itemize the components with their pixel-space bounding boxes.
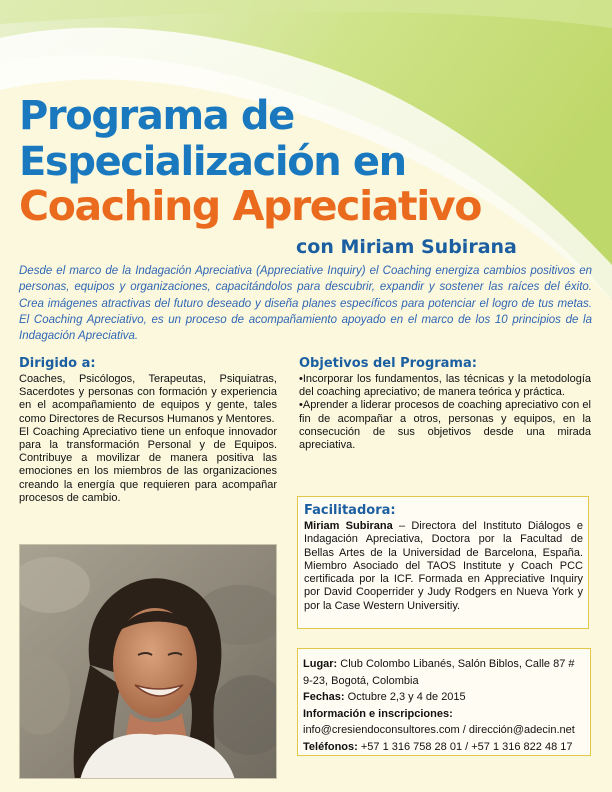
inscripciones-label: Información e inscripciones: (303, 707, 453, 720)
telefonos-label: Teléfonos: (303, 740, 358, 753)
lugar-label: Lugar: (303, 658, 338, 670)
lugar-value: Club Colombo Libanés, Salón Biblos, Calle 87 # (337, 658, 575, 670)
facilitadora-bio-paragraph (304, 520, 583, 613)
objetivo-item-2: •Aprender a liderar procesos de coaching apreciativo con el fin de acompañar a otros, personas y equipos, en la consecución de sus objetivos desde una mirada apreciativa. (299, 399, 591, 452)
dirigido-section (19, 356, 277, 505)
intro-paragraph: Desde el marco de la Indagación Apreciativa (Appreciative Inquiry) el Coaching energiza cambios positivos en personas, equipos y organizaciones, capacitándolos para descubrir, expandir y sostener las raíces del éxito. Crea imágenes atractivas del futuro deseado y diseña planes específicos para potenciar el logro de tus metas. El Coaching Apreciativo, es un proceso de acompañamiento apoyado en el marco de los 10 principios de la Indagación Apreciativa. (19, 265, 592, 343)
dirigido-paragraph-2: El Coaching Apreciativo tiene un enfoque innovador para la transformación Personal y de Equipos. Contribuye a movilizar de manera positiva las emociones en los miembros de las organizaciones creando la energía que requieren para acompañar procesos de cambio. (19, 425, 277, 504)
facilitator-photo (19, 544, 277, 779)
objetivo-item-1: •Incorporar los fundamentos, las técnicas y la metodología del coaching apreciativo; de manera teórica y práctica. (299, 373, 591, 399)
lugar-row (303, 656, 586, 673)
facilitadora-box (297, 496, 589, 629)
dirigido-heading: Dirigido a: (19, 356, 96, 371)
title-line-2: Especialización en (19, 139, 406, 185)
objetivos-heading: Objetivos del Programa: (299, 356, 477, 371)
title-line-3: Coaching Apreciativo (19, 182, 481, 230)
facilitadora-bio: – Directora del Instituto Diálogos e Indagación Apreciativa, Doctora por la Facultad de Bellas Artes de la Universidad de Barcelona, España. Miembro Asociado del TAOS Institute y Coach PCC certificada por la ICF. Formada en Appreciative Inquiry por David Cooperrider y Judy Rodgers en Nueva York y por la Case Western Universitiy. (304, 520, 584, 612)
telefonos-row (303, 739, 586, 756)
title-line-1: Programa de (19, 93, 294, 139)
dirigido-paragraph-1: Coaches, Psicólogos, Terapeutas, Psiquiatras, Sacerdotes y personas con formación y experiencia en el acompañamiento de equipos y gente, tales como Directores de Recursos Humanos y Mentores. (19, 373, 277, 425)
lugar-row-2: 9-23, Bogotá, Colombia (303, 674, 419, 687)
telefonos-value: +57 1 316 758 28 01 / +57 1 316 822 48 17 (357, 740, 573, 753)
objetivos-section (299, 356, 591, 452)
fechas-label: Fechas: (303, 691, 345, 704)
facilitadora-heading: Facilitadora: (304, 503, 396, 518)
subtitle: con Miriam Subirana (296, 236, 517, 258)
fechas-row (303, 689, 586, 706)
fechas-value: Octubre 2,3 y 4 de 2015 (344, 691, 466, 704)
contact-emails: info@cresiendoconsultores.com / dirección@adecin.net (303, 724, 575, 737)
event-info-box (297, 648, 591, 756)
facilitadora-name: Miriam Subirana (304, 520, 393, 532)
